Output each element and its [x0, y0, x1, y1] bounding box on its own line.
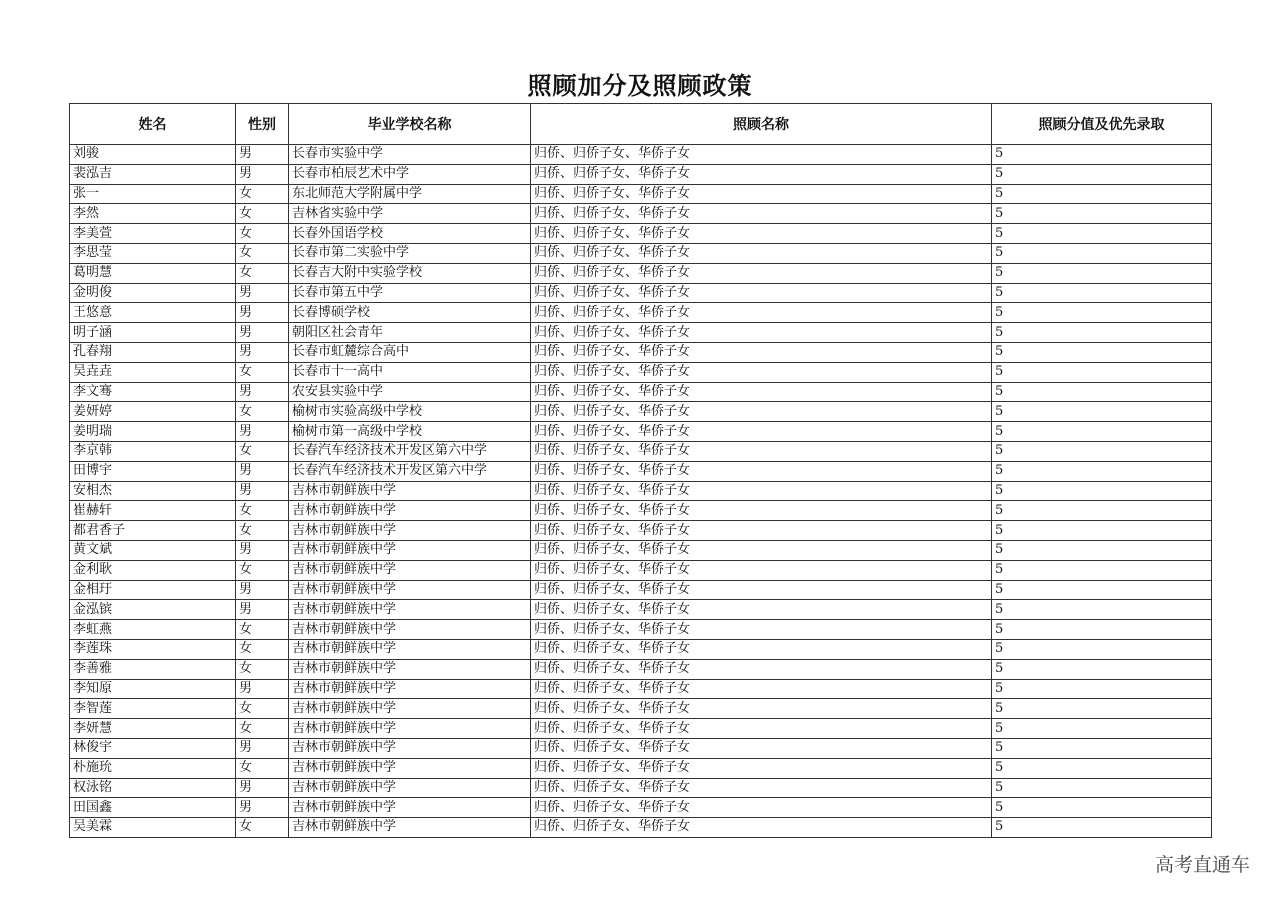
cell-name: 田博宇 [70, 461, 236, 481]
cell-points: 5 [992, 224, 1212, 244]
table-row [70, 461, 1212, 481]
cell-name: 李智莲 [70, 699, 236, 719]
cell-gender: 男 [236, 679, 289, 699]
cell-policy: 归侨、归侨子女、华侨子女 [531, 758, 992, 778]
cell-gender: 男 [236, 145, 289, 165]
cell-points: 5 [992, 362, 1212, 382]
cell-policy: 归侨、归侨子女、华侨子女 [531, 441, 992, 461]
cell-school: 长春市实验中学 [289, 145, 531, 165]
cell-gender: 女 [236, 659, 289, 679]
cell-policy: 归侨、归侨子女、华侨子女 [531, 204, 992, 224]
cell-name: 姜明瑞 [70, 422, 236, 442]
table-row [70, 303, 1212, 323]
cell-school: 吉林市朝鲜族中学 [289, 719, 531, 739]
cell-school: 长春市十一高中 [289, 362, 531, 382]
cell-name: 裴泓吉 [70, 164, 236, 184]
cell-school: 吉林市朝鲜族中学 [289, 600, 531, 620]
cell-school: 长春市第五中学 [289, 283, 531, 303]
table-row [70, 243, 1212, 263]
cell-policy: 归侨、归侨子女、华侨子女 [531, 402, 992, 422]
cell-policy: 归侨、归侨子女、华侨子女 [531, 798, 992, 818]
cell-school: 吉林省实验中学 [289, 204, 531, 224]
cell-points: 5 [992, 263, 1212, 283]
cell-name: 都君香子 [70, 521, 236, 541]
cell-policy: 归侨、归侨子女、华侨子女 [531, 719, 992, 739]
cell-policy: 归侨、归侨子女、华侨子女 [531, 461, 992, 481]
cell-school: 吉林市朝鲜族中学 [289, 818, 531, 838]
cell-gender: 男 [236, 382, 289, 402]
table-row [70, 758, 1212, 778]
cell-policy: 归侨、归侨子女、华侨子女 [531, 342, 992, 362]
cell-name: 孔春翔 [70, 342, 236, 362]
table-row [70, 679, 1212, 699]
cell-name: 黄文斌 [70, 540, 236, 560]
cell-name: 李虹燕 [70, 620, 236, 640]
cell-name: 金相玗 [70, 580, 236, 600]
cell-name: 田国鑫 [70, 798, 236, 818]
cell-school: 吉林市朝鲜族中学 [289, 521, 531, 541]
cell-points: 5 [992, 323, 1212, 343]
cell-school: 吉林市朝鲜族中学 [289, 738, 531, 758]
cell-points: 5 [992, 798, 1212, 818]
cell-policy: 归侨、归侨子女、华侨子女 [531, 540, 992, 560]
table-row [70, 818, 1212, 838]
cell-policy: 归侨、归侨子女、华侨子女 [531, 679, 992, 699]
cell-name: 李美萱 [70, 224, 236, 244]
table-row [70, 382, 1212, 402]
cell-school: 长春市第二实验中学 [289, 243, 531, 263]
cell-points: 5 [992, 738, 1212, 758]
cell-school: 东北师范大学附属中学 [289, 184, 531, 204]
cell-name: 李知原 [70, 679, 236, 699]
cell-points: 5 [992, 441, 1212, 461]
cell-school: 吉林市朝鲜族中学 [289, 659, 531, 679]
cell-school: 长春博硕学校 [289, 303, 531, 323]
table-row [70, 342, 1212, 362]
cell-school: 吉林市朝鲜族中学 [289, 699, 531, 719]
cell-policy: 归侨、归侨子女、华侨子女 [531, 323, 992, 343]
cell-gender: 男 [236, 738, 289, 758]
cell-name: 金明俊 [70, 283, 236, 303]
cell-gender: 女 [236, 699, 289, 719]
cell-gender: 男 [236, 422, 289, 442]
table-row [70, 501, 1212, 521]
cell-school: 吉林市朝鲜族中学 [289, 580, 531, 600]
cell-points: 5 [992, 303, 1212, 323]
cell-gender: 女 [236, 501, 289, 521]
column-header-policy: 照顾名称 [531, 104, 992, 145]
table-row [70, 521, 1212, 541]
cell-points: 5 [992, 719, 1212, 739]
table-body [70, 145, 1212, 838]
cell-school: 吉林市朝鲜族中学 [289, 758, 531, 778]
cell-points: 5 [992, 699, 1212, 719]
cell-points: 5 [992, 778, 1212, 798]
cell-name: 李莲珠 [70, 639, 236, 659]
table-row [70, 560, 1212, 580]
cell-points: 5 [992, 145, 1212, 165]
table-row [70, 204, 1212, 224]
table-row [70, 224, 1212, 244]
column-header-school: 毕业学校名称 [289, 104, 531, 145]
cell-gender: 女 [236, 204, 289, 224]
cell-gender: 女 [236, 243, 289, 263]
cell-name: 李文骞 [70, 382, 236, 402]
table-row [70, 719, 1212, 739]
table-row [70, 323, 1212, 343]
cell-policy: 归侨、归侨子女、华侨子女 [531, 422, 992, 442]
cell-points: 5 [992, 283, 1212, 303]
cell-policy: 归侨、归侨子女、华侨子女 [531, 600, 992, 620]
cell-school: 吉林市朝鲜族中学 [289, 620, 531, 640]
cell-points: 5 [992, 501, 1212, 521]
cell-school: 吉林市朝鲜族中学 [289, 481, 531, 501]
table-row [70, 659, 1212, 679]
cell-points: 5 [992, 580, 1212, 600]
column-header-name: 姓名 [70, 104, 236, 145]
cell-policy: 归侨、归侨子女、华侨子女 [531, 164, 992, 184]
cell-points: 5 [992, 540, 1212, 560]
cell-gender: 女 [236, 362, 289, 382]
cell-policy: 归侨、归侨子女、华侨子女 [531, 778, 992, 798]
cell-points: 5 [992, 639, 1212, 659]
cell-school: 长春市柏辰艺术中学 [289, 164, 531, 184]
cell-school: 吉林市朝鲜族中学 [289, 798, 531, 818]
cell-points: 5 [992, 461, 1212, 481]
cell-name: 崔赫轩 [70, 501, 236, 521]
cell-name: 李然 [70, 204, 236, 224]
cell-policy: 归侨、归侨子女、华侨子女 [531, 818, 992, 838]
cell-school: 榆树市第一高级中学校 [289, 422, 531, 442]
table-row [70, 145, 1212, 165]
cell-name: 吴垚垚 [70, 362, 236, 382]
table-row [70, 481, 1212, 501]
cell-school: 长春外国语学校 [289, 224, 531, 244]
table-row [70, 798, 1212, 818]
cell-name: 金利耿 [70, 560, 236, 580]
cell-policy: 归侨、归侨子女、华侨子女 [531, 659, 992, 679]
cell-points: 5 [992, 164, 1212, 184]
cell-policy: 归侨、归侨子女、华侨子女 [531, 224, 992, 244]
table-row [70, 738, 1212, 758]
cell-name: 林俊宇 [70, 738, 236, 758]
cell-policy: 归侨、归侨子女、华侨子女 [531, 521, 992, 541]
cell-policy: 归侨、归侨子女、华侨子女 [531, 620, 992, 640]
cell-policy: 归侨、归侨子女、华侨子女 [531, 362, 992, 382]
cell-name: 张一 [70, 184, 236, 204]
table-row [70, 639, 1212, 659]
cell-points: 5 [992, 184, 1212, 204]
cell-policy: 归侨、归侨子女、华侨子女 [531, 145, 992, 165]
column-header-points: 照顾分值及优先录取 [992, 104, 1212, 145]
cell-gender: 女 [236, 758, 289, 778]
cell-gender: 男 [236, 481, 289, 501]
cell-name: 李京韩 [70, 441, 236, 461]
cell-gender: 男 [236, 283, 289, 303]
cell-gender: 女 [236, 620, 289, 640]
cell-policy: 归侨、归侨子女、华侨子女 [531, 303, 992, 323]
cell-points: 5 [992, 204, 1212, 224]
table-row [70, 699, 1212, 719]
cell-gender: 女 [236, 560, 289, 580]
table-row [70, 362, 1212, 382]
table-row [70, 283, 1212, 303]
cell-gender: 女 [236, 818, 289, 838]
cell-gender: 男 [236, 778, 289, 798]
cell-name: 吴美霖 [70, 818, 236, 838]
cell-policy: 归侨、归侨子女、华侨子女 [531, 699, 992, 719]
cell-school: 长春汽车经济技术开发区第六中学 [289, 441, 531, 461]
cell-points: 5 [992, 679, 1212, 699]
cell-gender: 男 [236, 580, 289, 600]
cell-name: 朴施玧 [70, 758, 236, 778]
table-row [70, 441, 1212, 461]
cell-name: 刘骏 [70, 145, 236, 165]
cell-name: 李妍慧 [70, 719, 236, 739]
cell-school: 长春汽车经济技术开发区第六中学 [289, 461, 531, 481]
table-row [70, 184, 1212, 204]
cell-points: 5 [992, 422, 1212, 442]
cell-policy: 归侨、归侨子女、华侨子女 [531, 639, 992, 659]
cell-policy: 归侨、归侨子女、华侨子女 [531, 382, 992, 402]
cell-points: 5 [992, 758, 1212, 778]
bonus-points-table [69, 103, 1212, 838]
cell-points: 5 [992, 382, 1212, 402]
cell-gender: 女 [236, 224, 289, 244]
table-row [70, 540, 1212, 560]
table-row [70, 580, 1212, 600]
cell-policy: 归侨、归侨子女、华侨子女 [531, 184, 992, 204]
cell-policy: 归侨、归侨子女、华侨子女 [531, 263, 992, 283]
column-header-gender: 性别 [236, 104, 289, 145]
cell-name: 安相杰 [70, 481, 236, 501]
page-title: 照顾加分及照顾政策 [527, 72, 753, 100]
cell-school: 吉林市朝鲜族中学 [289, 540, 531, 560]
table-row [70, 422, 1212, 442]
table-header-row [70, 104, 1212, 145]
cell-gender: 男 [236, 164, 289, 184]
cell-points: 5 [992, 620, 1212, 640]
cell-gender: 女 [236, 719, 289, 739]
cell-points: 5 [992, 600, 1212, 620]
cell-gender: 女 [236, 184, 289, 204]
cell-school: 吉林市朝鲜族中学 [289, 560, 531, 580]
cell-gender: 男 [236, 342, 289, 362]
cell-points: 5 [992, 659, 1212, 679]
cell-points: 5 [992, 818, 1212, 838]
cell-policy: 归侨、归侨子女、华侨子女 [531, 738, 992, 758]
cell-name: 李善雅 [70, 659, 236, 679]
cell-points: 5 [992, 402, 1212, 422]
cell-gender: 女 [236, 402, 289, 422]
cell-policy: 归侨、归侨子女、华侨子女 [531, 243, 992, 263]
cell-name: 李思莹 [70, 243, 236, 263]
cell-gender: 女 [236, 263, 289, 283]
cell-policy: 归侨、归侨子女、华侨子女 [531, 580, 992, 600]
cell-name: 金泓镔 [70, 600, 236, 620]
cell-points: 5 [992, 560, 1212, 580]
cell-gender: 女 [236, 521, 289, 541]
watermark: 高考直通车 [1154, 854, 1250, 876]
cell-points: 5 [992, 243, 1212, 263]
cell-school: 朝阳区社会青年 [289, 323, 531, 343]
cell-points: 5 [992, 342, 1212, 362]
cell-school: 长春市虹麓综合高中 [289, 342, 531, 362]
table-row [70, 778, 1212, 798]
cell-gender: 男 [236, 540, 289, 560]
cell-school: 农安县实验中学 [289, 382, 531, 402]
cell-gender: 男 [236, 303, 289, 323]
table-row [70, 620, 1212, 640]
cell-school: 长春吉大附中实验学校 [289, 263, 531, 283]
cell-name: 权泳铭 [70, 778, 236, 798]
cell-name: 葛明慧 [70, 263, 236, 283]
cell-gender: 女 [236, 639, 289, 659]
cell-name: 姜妍婷 [70, 402, 236, 422]
cell-name: 明子涵 [70, 323, 236, 343]
cell-school: 吉林市朝鲜族中学 [289, 679, 531, 699]
cell-gender: 男 [236, 323, 289, 343]
cell-policy: 归侨、归侨子女、华侨子女 [531, 560, 992, 580]
cell-gender: 男 [236, 798, 289, 818]
cell-gender: 男 [236, 600, 289, 620]
cell-points: 5 [992, 481, 1212, 501]
cell-school: 吉林市朝鲜族中学 [289, 639, 531, 659]
cell-gender: 男 [236, 461, 289, 481]
cell-points: 5 [992, 521, 1212, 541]
cell-policy: 归侨、归侨子女、华侨子女 [531, 481, 992, 501]
cell-school: 榆树市实验高级中学校 [289, 402, 531, 422]
table-row [70, 164, 1212, 184]
cell-policy: 归侨、归侨子女、华侨子女 [531, 501, 992, 521]
table-row [70, 402, 1212, 422]
cell-school: 吉林市朝鲜族中学 [289, 501, 531, 521]
table-row [70, 263, 1212, 283]
cell-policy: 归侨、归侨子女、华侨子女 [531, 283, 992, 303]
cell-school: 吉林市朝鲜族中学 [289, 778, 531, 798]
cell-gender: 女 [236, 441, 289, 461]
cell-name: 王悠意 [70, 303, 236, 323]
table-row [70, 600, 1212, 620]
